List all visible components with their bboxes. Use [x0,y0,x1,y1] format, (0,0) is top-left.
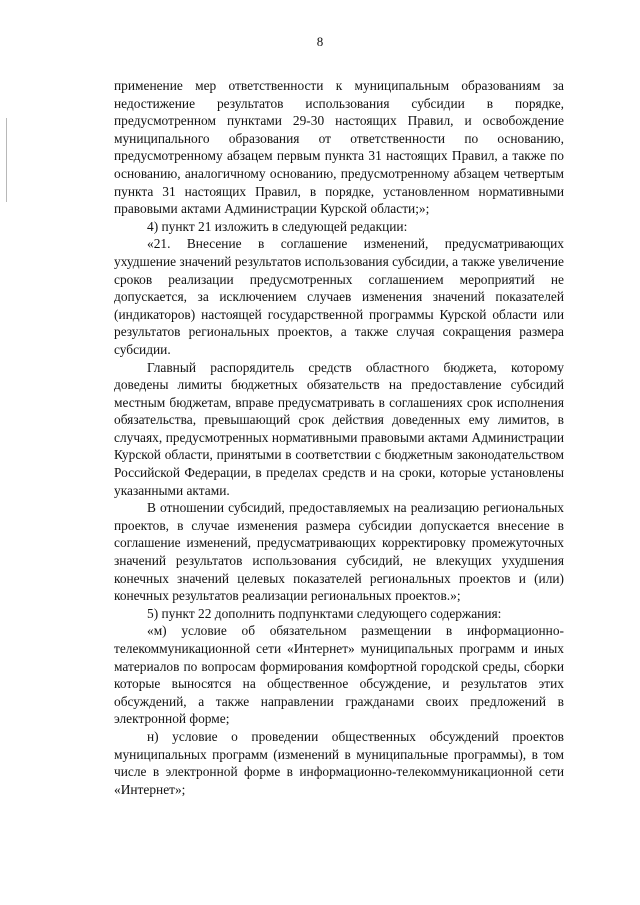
paragraph-7: «м) условие об обязательном размещении в информационно-телекоммуникационной сети «Интернет» муниципальных программ и иных материалов по вопросам формирования комфортной городской среды, сборки которые выносятся на общественное обсуждение, и результатов этих обсуждений, а также направлении гражданами своих предложений в электронной форме; [114,623,564,727]
page-number: 8 [316,34,324,49]
paragraph-4: Главный распорядитель средств областного бюджета, которому доведены лимиты бюджетных обязательств на предоставление субсидий местным бюджетам, вправе предусматривать в соглашениях срок исполнения обязательства, превышающий срок действия доведенных ему лимитов, в случаях, предусмотренных нормативными правовыми актами Администрации Курской области, принятыми в соответствии с бюджетным законодательством Российской Федерации, в пределах средств и на сроки, которые установлены указанными актами. [114,359,564,498]
document-body [114,77,564,798]
scan-edge-mark [6,118,7,202]
paragraph-8: н) условие о проведении общественных обсуждений проектов муниципальных программ (изменений в муниципальные программы), в том числе в электронной форме в информационно-телекоммуникационной сети «Интернет»; [114,728,564,797]
paragraph-6: 5) пункт 22 дополнить подпунктами следующего содержания: [147,605,502,621]
paragraph-5: В отношении субсидий, предоставляемых на реализацию региональных проектов, в случае изменения размера субсидии допускается внесение в соглашение изменений, предусматривающих корректировку промежуточных значений результатов использования субсидий, не влекущих ухудшения конечных значений целевых показателей региональных проектов и (или) конечных результатов реализации региональных проектов.»; [114,500,564,604]
paragraph-3: «21. Внесение в соглашение изменений, предусматривающих ухудшение значений результатов использования субсидии, а также увеличение сроков реализации предусмотренных соглашением мероприятий не допускается, за исключением случаев изменения значений показателей (индикаторов) настоящей государственной программы Курской области или результатов региональных проектов, а также случая сокращения размера субсидии. [114,236,564,357]
paragraph-2: 4) пункт 21 изложить в следующей редакции: [147,218,408,234]
paragraph-1: применение мер ответственности к муниципальным образованиям за недостижение результатов использования субсидии в порядке, предусмотренном пунктами 29-30 настоящих Правил, и освобождение муниципального образования от ответственности по основанию, предусмотренному абзацем первым пункта 31 настоящих Правил, а также по основанию, аналогичному основанию, предусмотренному абзацем четвертым пункта 31 настоящих Правил, в порядке, установленном нормативными правовыми актами Администрации Курской области;»; [114,78,564,217]
